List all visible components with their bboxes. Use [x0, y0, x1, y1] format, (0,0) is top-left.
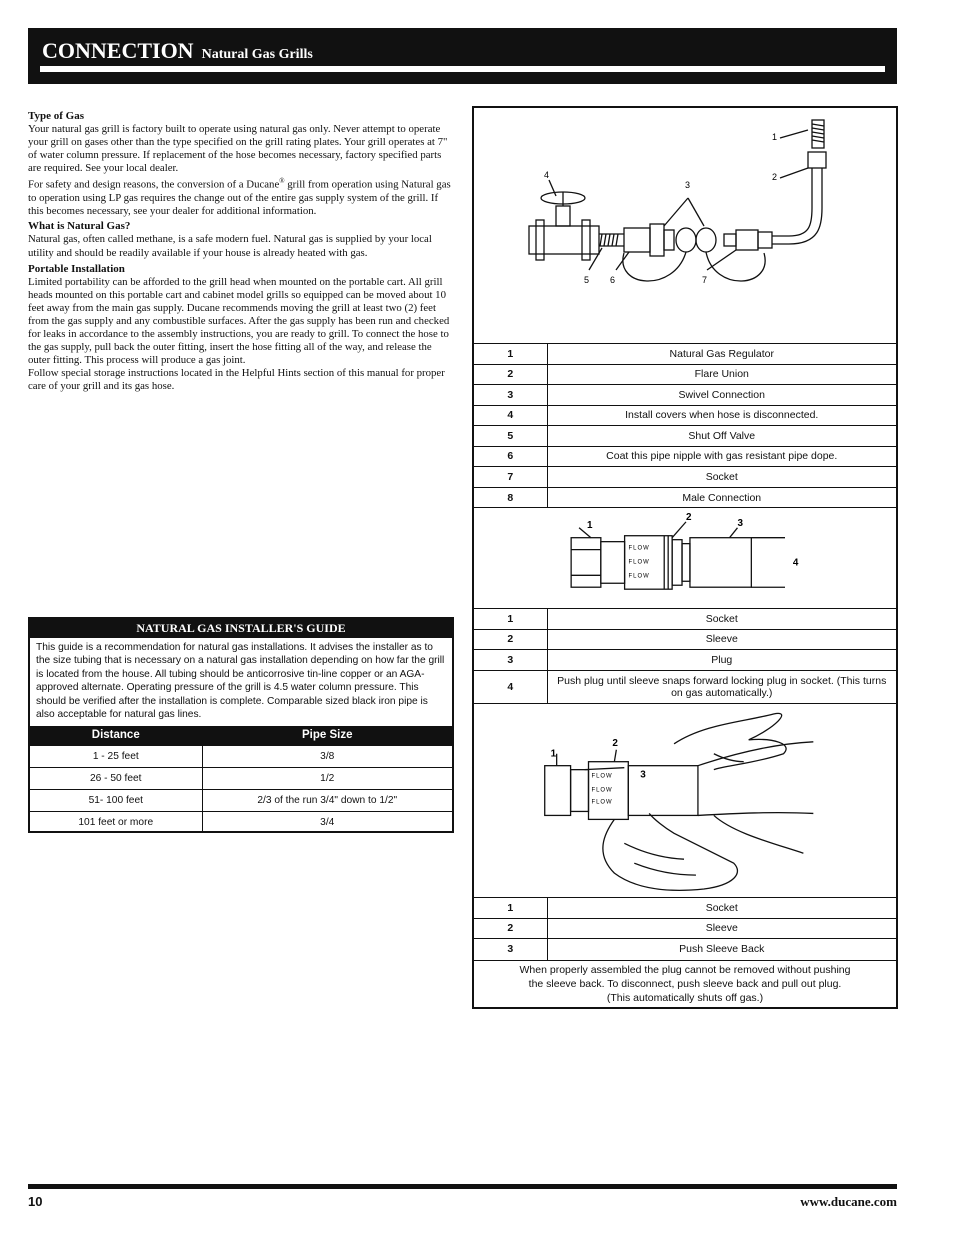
plug-hose-shape [751, 538, 785, 588]
part-number: 4 [474, 670, 547, 703]
part-label: Socket [547, 609, 896, 630]
section-subtitle: Natural Gas Grills [201, 47, 313, 62]
heading-portable-installation: Portable Installation [28, 262, 125, 275]
part-label: Natural Gas Regulator [547, 344, 896, 365]
callout-6: 6 [610, 275, 616, 285]
callout-7: 7 [702, 275, 708, 285]
flow-label: FLOW [591, 799, 613, 806]
callout-1: 1 [586, 519, 593, 531]
table-row [474, 467, 896, 488]
hose-assembly-diagram [474, 108, 896, 343]
parts-diagram-box [472, 106, 898, 1009]
note-line: (This automatically shuts off gas.) [606, 992, 764, 1004]
part-number: 3 [474, 939, 547, 960]
page-number: 10 [28, 1194, 43, 1209]
hose-shape [698, 742, 813, 816]
pipe-size-cell: 2/3 of the run 3/4" down to 1/2" [202, 789, 452, 811]
distance-cell: 101 feet or more [30, 811, 202, 833]
part-label: Install covers when hose is disconnected. [547, 405, 896, 426]
parts-table-1 [474, 343, 896, 508]
flow-label: FLOW [591, 773, 613, 780]
part-number: 7 [474, 467, 547, 488]
hose-end-shape [772, 236, 789, 244]
part-number: 2 [474, 918, 547, 939]
table-row [474, 670, 896, 703]
plug-tip-shape [724, 234, 736, 246]
right-hand-outline [674, 713, 803, 853]
part-label: Flare Union [547, 364, 896, 385]
socket-fitting-shape [624, 228, 650, 252]
gas-hose-shape [789, 168, 822, 244]
flow-label: FLOW [591, 787, 613, 794]
part-label: Male Connection [547, 487, 896, 508]
part-number: 8 [474, 487, 547, 508]
pipe-size-cell: 3/4 [202, 811, 452, 833]
conversion-text-b: grill from operation using Natural gas to operation using LP gas requires the change out of the entire gas supply system of the grill. If this becomes necessary, see your dealer for additional information. [28, 179, 451, 218]
part-number: 2 [474, 364, 547, 385]
distance-cell: 26 - 50 feet [30, 767, 202, 789]
parts-table-2 [474, 608, 896, 703]
guide-body-text: This guide is a recommendation for natural gas installations. It advises the installer as to the size tubing that is necessary on a natural gas installation depending on how far the grill is located from the house. All tubing should be anticorrosive tin-line copper or an AGA-approved alternate. Operating pressure of the grill is 4.5 water column pressure. This should be verified after the installation is complete. Comparable sized black iron pipe is also acceptable for natural gas lines. [36, 642, 445, 721]
regulator-thread-shape [812, 124, 824, 142]
callout-3: 3 [737, 517, 743, 529]
callout-5: 5 [584, 275, 590, 285]
part-number: 5 [474, 426, 547, 447]
portable-paragraph: Limited portability can be afforded to the grill head when mounted on the portable cart. All grill heads mounted on this portable cart and cabinet model grills so equipped can be moved about 10 feet away from the main gas supply. Ducane recommends moving the grill at least two (2) feet from the gas supply and any combustible surfaces. After the gas supply has been run and checked for leaks in accordance to the assembly instructions, you are ready to grill. To connect the hose to the gas supply, pull back the outer fitting, insert the hose fitting all of the way, and release the outer fitting. This process will produce a gas joint. [28, 275, 450, 367]
socket-end-shape [664, 230, 674, 250]
part-label: Sleeve [547, 918, 896, 939]
pipe-nipple-shape [599, 234, 624, 246]
conversion-text-a: For safety and design reasons, the conversion of a Ducane [28, 179, 280, 192]
part-label: Coat this pipe nipple with gas resistant pipe dope. [547, 446, 896, 467]
valve-stem-shape [556, 206, 570, 226]
finger-line-shape [624, 843, 684, 859]
socket-body-shape [571, 770, 589, 812]
table-row [474, 650, 896, 671]
part-label: Socket [547, 898, 896, 919]
what-is-paragraph: Natural gas, often called methane, is a safe modern fuel. Natural gas is supplied by your local utility and should be readily available if your house is already heated with gas. [28, 233, 432, 259]
guide-title: NATURAL GAS INSTALLER'S GUIDE [30, 619, 452, 638]
table-row [30, 767, 452, 789]
leader-line [780, 130, 808, 138]
dust-cap-shape [676, 228, 696, 252]
part-number: 1 [474, 898, 547, 919]
finger-line-shape [634, 863, 696, 875]
parts-table-3 [474, 897, 896, 960]
callout-4: 4 [792, 557, 799, 569]
part-label: Plug [547, 650, 896, 671]
plug-collar-shape [682, 544, 690, 582]
flow-label: FLOW [628, 559, 650, 566]
part-number: 2 [474, 629, 547, 650]
heading-what-is-natural-gas: What is Natural Gas? [28, 220, 131, 233]
conversion-paragraph [28, 175, 453, 218]
distance-cell: 1 - 25 feet [30, 745, 202, 767]
leader-line [688, 198, 704, 226]
socket-hex-shape [545, 766, 571, 816]
valve-body-shape [529, 226, 599, 254]
leader-line [672, 522, 686, 538]
part-number: 4 [474, 405, 547, 426]
leader-line [589, 248, 602, 270]
table-row [474, 446, 896, 467]
table-row [30, 789, 452, 811]
heading-type-of-gas: Type of Gas [28, 110, 85, 122]
page-title [42, 38, 313, 64]
socket-sleeve-shape [650, 224, 664, 256]
push-arrow-shape [585, 768, 625, 770]
leader-line [707, 250, 736, 270]
callout-4: 4 [544, 170, 550, 180]
table-row [474, 426, 896, 447]
installers-guide-box [28, 617, 454, 833]
part-label: Sleeve [547, 629, 896, 650]
part-label: Push Sleeve Back [547, 939, 896, 960]
column-header-distance: Distance [30, 726, 202, 745]
type-of-gas-paragraph: Your natural gas grill is factory built to operate using natural gas only. Never attempt to operate your grill on gases other than the type specified on the grill rating plates. Your grill operates at 7" of water column pressure. If replacement of the hose becomes necessary, factory specified parts are required. See your local dealer. [28, 123, 448, 175]
part-label: Swivel Connection [547, 385, 896, 406]
leader-line [614, 750, 616, 762]
leader-line [780, 168, 808, 178]
storage-paragraph: Follow special storage instructions located in the Helpful Hints section of this manual for proper care of your grill and its gas hose. [28, 367, 445, 393]
note-line: When properly assembled the plug cannot be removed without pushing [519, 964, 851, 976]
callout-3: 3 [685, 180, 691, 190]
table-row [474, 364, 896, 385]
part-label: Socket [547, 467, 896, 488]
disconnect-note [474, 960, 896, 1009]
part-number: 1 [474, 609, 547, 630]
plug-shape [690, 538, 751, 588]
plug-shape [628, 766, 698, 816]
callout-2: 2 [772, 172, 778, 182]
flow-label: FLOW [628, 545, 650, 552]
section-title: CONNECTION [42, 38, 194, 63]
pipe-size-table [30, 726, 452, 833]
registered-mark: ® [279, 177, 285, 186]
table-row [474, 918, 896, 939]
table-row [474, 344, 896, 365]
quick-connect-diagram [474, 507, 896, 608]
callout-2: 2 [685, 511, 692, 523]
plug-body-shape [736, 230, 758, 250]
leader-line [664, 198, 688, 226]
left-hand-outline [603, 813, 738, 890]
left-column-text [28, 108, 453, 394]
header-rule [40, 66, 885, 72]
table-row [30, 745, 452, 767]
table-row [474, 609, 896, 630]
cap-chain-shape [706, 252, 765, 281]
table-row [474, 629, 896, 650]
column-header-pipe-size: Pipe Size [202, 726, 452, 745]
website-url: www.ducane.com [800, 1194, 897, 1209]
part-label: Push plug until sleeve snaps forward locking plug in socket. (This turns on gas automatically.) [547, 670, 896, 703]
disconnect-diagram [474, 703, 896, 897]
part-number: 6 [474, 446, 547, 467]
callout-1: 1 [772, 132, 778, 142]
callout-3: 3 [640, 769, 646, 781]
flow-label: FLOW [628, 573, 650, 580]
distance-cell: 51- 100 feet [30, 789, 202, 811]
knuckle-line-shape [714, 754, 744, 762]
plug-hex-shape [758, 232, 772, 248]
note-line: the sleeve back. To disconnect, push sleeve back and pull out plug. [528, 978, 842, 990]
part-number: 3 [474, 385, 547, 406]
callout-1: 1 [550, 748, 557, 760]
table-row [474, 405, 896, 426]
socket-body-shape [601, 542, 625, 584]
nipple-thread-shape [600, 234, 618, 246]
part-number: 1 [474, 344, 547, 365]
leader-line [616, 252, 629, 270]
part-label: Shut Off Valve [547, 426, 896, 447]
dust-cap-shape [696, 228, 716, 252]
pipe-size-cell: 3/8 [202, 745, 452, 767]
table-row [30, 811, 452, 833]
table-row [474, 939, 896, 960]
page-header [28, 28, 897, 84]
table-row [474, 898, 896, 919]
table-row [474, 385, 896, 406]
sleeve-ring-shape [672, 540, 682, 586]
footer-rule [28, 1184, 897, 1189]
socket-hex-shape [571, 538, 601, 588]
table-row [474, 487, 896, 508]
pipe-size-cell: 1/2 [202, 767, 452, 789]
part-number: 3 [474, 650, 547, 671]
flare-union-shape [808, 152, 826, 168]
leader-line [730, 528, 738, 538]
callout-2: 2 [612, 737, 618, 749]
